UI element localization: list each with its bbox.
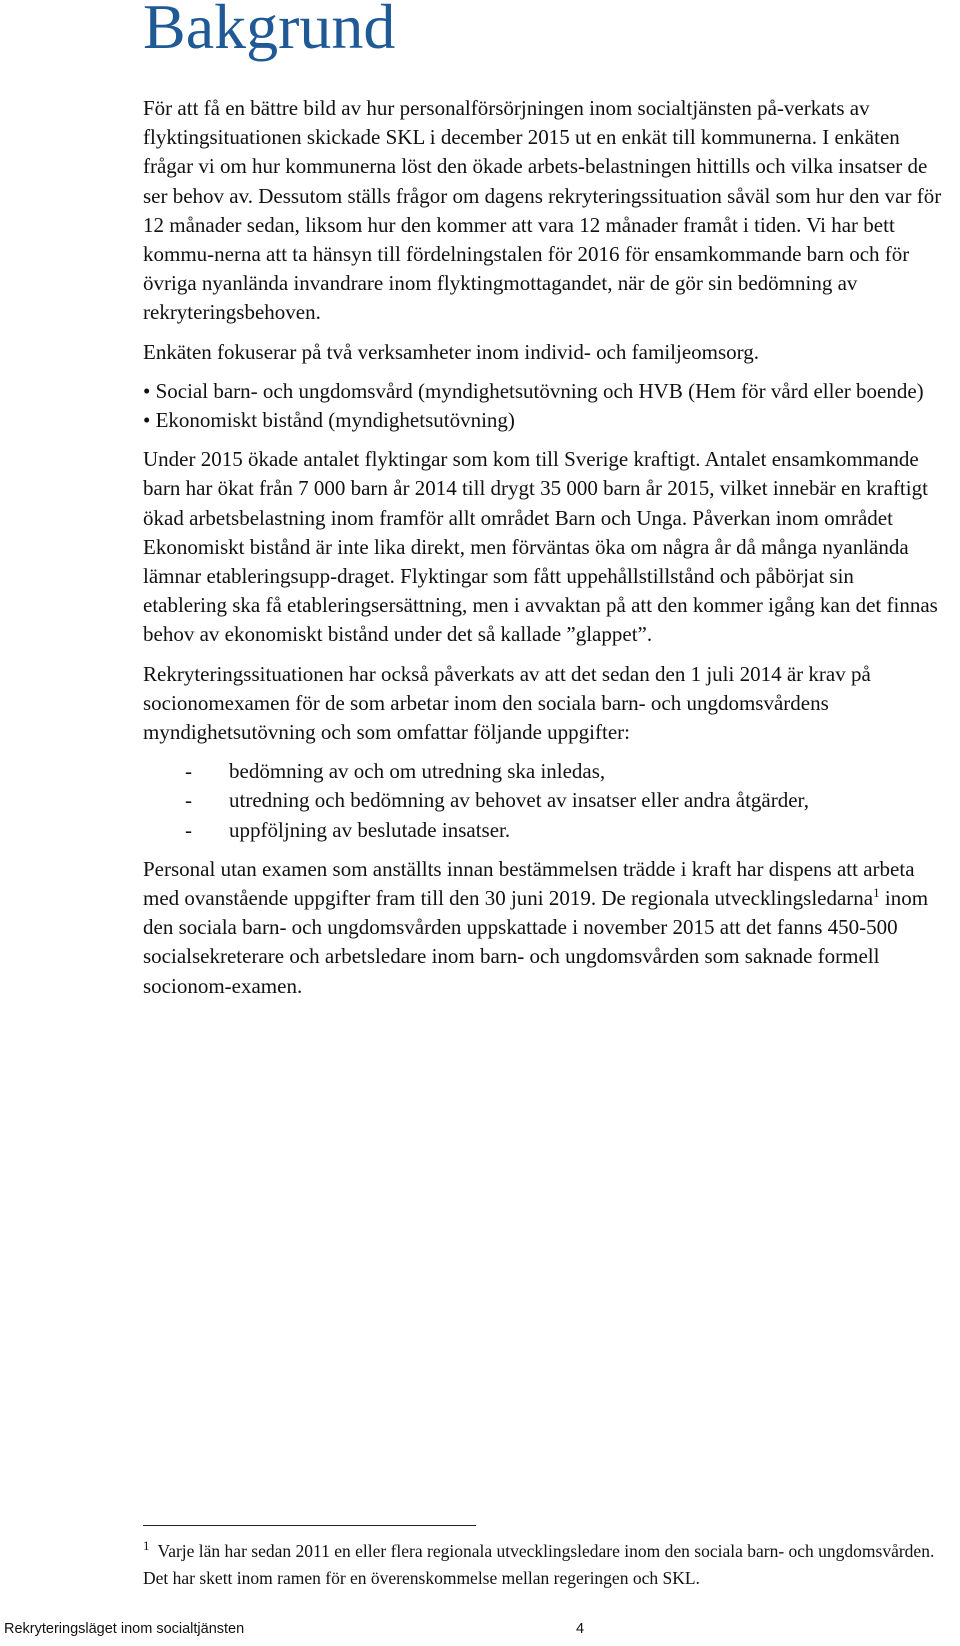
dash-item-text: utredning och bedömning av behovet av insatser eller andra åtgärder, [229,788,809,813]
footnote-number: 1 [143,1538,150,1554]
dash-marker: - [185,817,192,842]
exemption-text-end: inom den sociala barn- och ungdomsvården uppskattade i november 2015 att det fanns 450-500 socialsekreterare och arbetsledare inom barn- och ungdomsvården som saknade formell socionom-examen. [143,886,929,998]
dash-item-text: bedömning av och om utredning ska inledas, [229,759,606,784]
bullet-item: • Social barn- och ungdomsvård (myndighetsutövning och HVB (Hem för vård eller boende) [143,378,924,403]
footnote [143,1538,953,1592]
page-footer [4,1621,954,1637]
refugee-paragraph: Under 2015 ökade antalet flyktingar som kom till Sverige kraftigt. Antalet ensamkommande barn har ökat från 7 000 barn år 2014 till drygt 35 000 barn år 2015, vilket innebär en kraftigt ökad arbetsbelastning inom framför allt området Barn och Unga. Påverkan inom området Ekonomiskt bistånd är inte lika direkt, men förväntas öka om några år då många nyanlända lämnar etableringsupp-draget. Flyktingar som fått uppehållstillstånd och påbörjat sin etablering ska få etableringsersättning, men i avvaktan på att den kommer igång kan det finnas behov av ekonomiskt bistånd under det så kallade ”glappet”. [143,447,938,647]
page-title: Bakgrund [143,0,396,62]
footnote-text: Varje län har sedan 2011 en eller flera regionala utvecklingsledare inom den sociala barn- och ungdomsvården. Det har skett inom ramen för en överenskommelse mellan regeringen och SKL. [143,1541,935,1588]
dash-list [143,757,943,845]
recruitment-paragraph: Rekryteringssituationen har också påverkats av att det sedan den 1 juli 2014 är krav på socionomexamen för de som arbetar inom den sociala barn- och ungdomsvårdens myndighetsutövning och som omfattar följande uppgifter: [143,661,871,745]
exemption-paragraph [143,855,943,1001]
dash-marker: - [185,788,192,813]
dash-item-text: uppföljning av beslutade insatser. [229,817,511,842]
intro-paragraph: För att få en bättre bild av hur personalförsörjningen inom socialtjänsten på-verkats av flyktingsituationen skickade SKL i december 2015 ut en enkät till kommunerna. I enkäten frågar vi om hur kommunerna löst den ökade arbets-belastningen hittills och vilka insatser de ser behov av. Dessutom ställs frågor om dagens rekryteringssituation såväl som hur den var för 12 månader sedan, liksom hur den kommer att vara 12 månader framåt i tiden. Vi har bett kommu-nerna att ta hänsyn till fördelningstalen för 2016 för ensamkommande barn och för övriga nyanlända invandrare inom flyktingmottagandet, när de gör sin bedömning av rekryteringsbehoven. [143,96,942,325]
dash-list-item [143,786,943,815]
footer-document-title: Rekryteringsläget inom socialtjänsten [4,1621,245,1637]
bullet-item: • Ekonomiskt bistånd (myndighetsutövning) [143,408,515,433]
exemption-text-start: Personal utan examen som anställts innan bestämmelsen trädde i kraft har dispens att arbeta med ovanstående uppgifter fram till den 30 juni 2019. De regionala utvecklingsledarna [143,856,915,911]
dash-list-item [143,757,943,786]
bullet-list [143,377,943,435]
dash-marker: - [185,759,192,784]
focus-paragraph: Enkäten fokuserar på två verksamheter inom individ- och familjeomsorg. [143,339,760,364]
page-number: 4 [576,1621,585,1637]
footnote-reference[interactable]: 1 [873,885,880,901]
body-text [143,94,943,1011]
dash-list-item [143,816,943,845]
footnote-divider [143,1525,476,1526]
